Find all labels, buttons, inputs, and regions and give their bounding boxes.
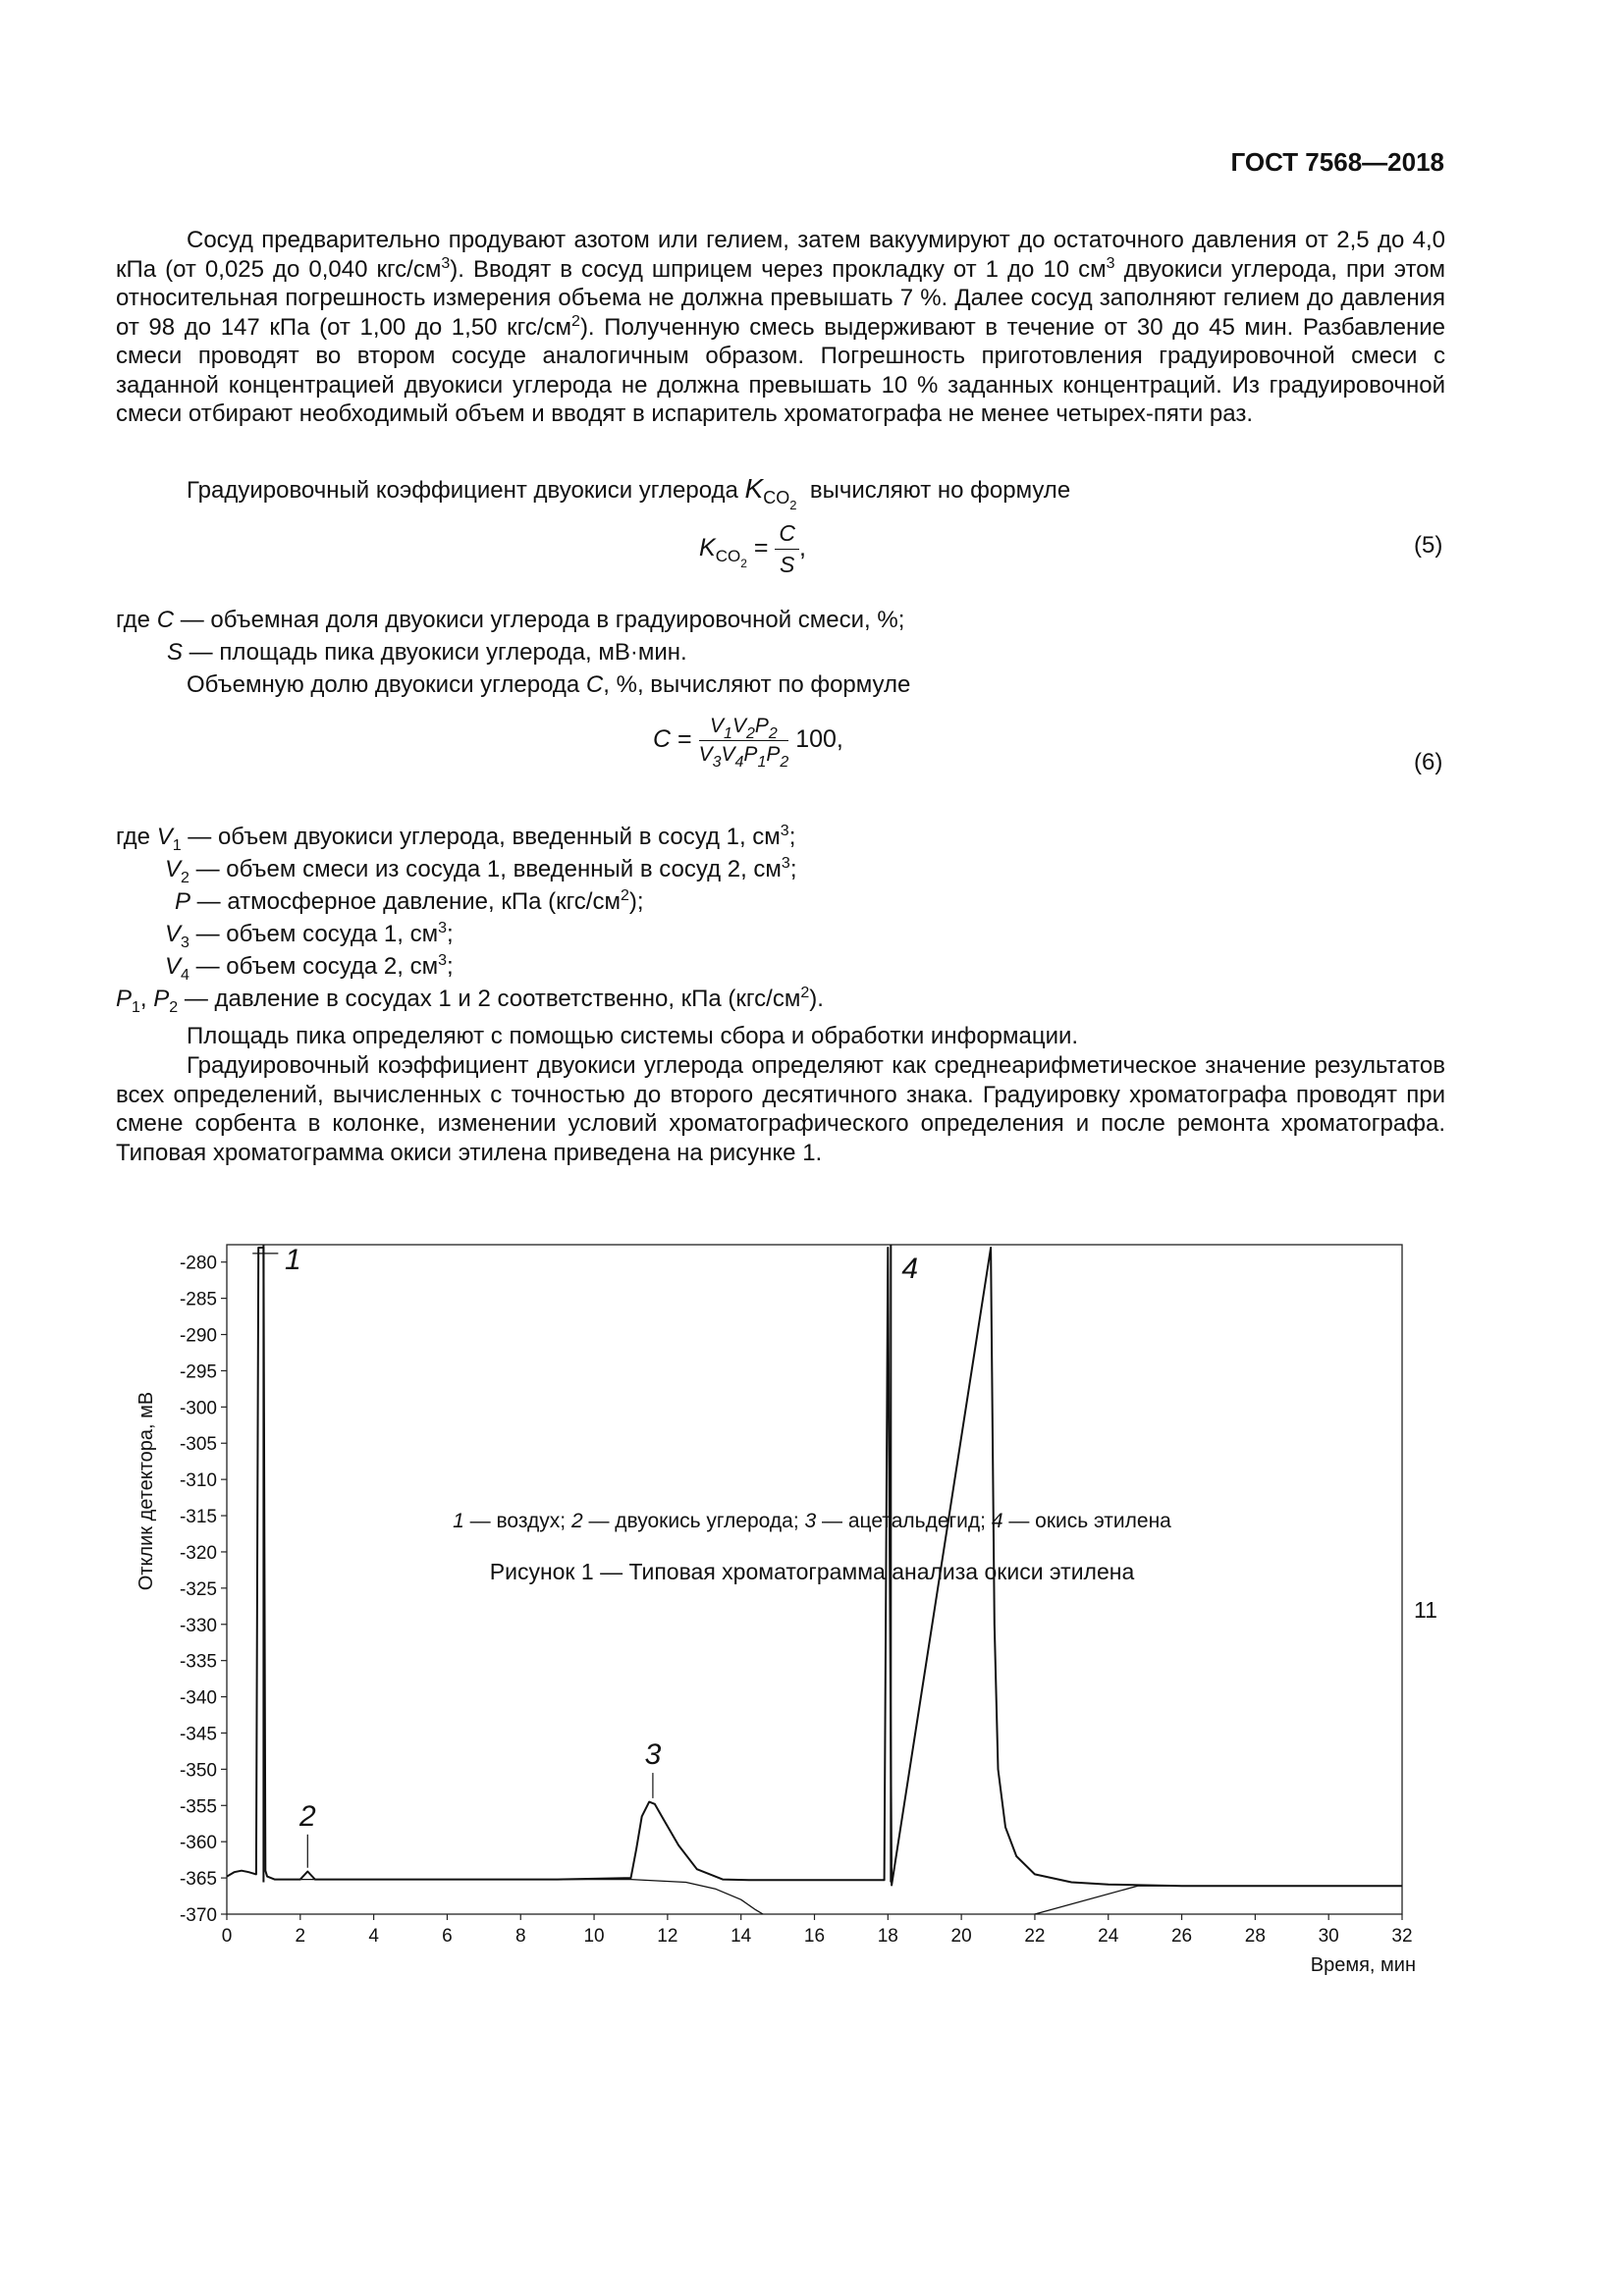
y-tick-label: -280 bbox=[179, 1253, 217, 1274]
paragraph-volume-fraction-intro: Объемную долю двуокиси углерода C, %, вычисляют по формуле bbox=[187, 671, 911, 698]
y-tick-label: -300 bbox=[179, 1398, 217, 1419]
x-tick-label: 2 bbox=[295, 1926, 306, 1947]
y-tick-label: -370 bbox=[179, 1905, 217, 1926]
y-tick-label: -295 bbox=[179, 1362, 217, 1383]
y-tick-label: -310 bbox=[179, 1470, 217, 1492]
peak-label-1: 1 bbox=[284, 1244, 301, 1277]
figure-caption: Рисунок 1 — Типовая хроматограмма анализа окиси этилена bbox=[489, 1559, 1135, 1584]
x-tick-label: 16 bbox=[803, 1926, 826, 1947]
y-tick-label: -305 bbox=[179, 1434, 217, 1456]
x-tick-label: 32 bbox=[1391, 1926, 1413, 1947]
y-tick-label: -335 bbox=[179, 1651, 217, 1673]
y-tick-label: -345 bbox=[179, 1724, 217, 1745]
formula-5: $K_{CO_2}$ = $\frac{C}{S}$ , bbox=[699, 520, 806, 577]
y-tick-label: -320 bbox=[179, 1542, 217, 1564]
document-header: ГОСТ 7568—2018 bbox=[1230, 147, 1444, 177]
y-tick-label: -330 bbox=[179, 1615, 217, 1636]
x-tick-label: 26 bbox=[1170, 1926, 1193, 1947]
x-tick-label: 22 bbox=[1024, 1926, 1046, 1947]
where-v4: $V_4$ — объем сосуда 2, $см^3$; bbox=[165, 952, 454, 984]
x-tick-label: 6 bbox=[442, 1926, 453, 1947]
paragraph-peak-area: Площадь пика определяют с помощью системы сбора и обработки информации. bbox=[187, 1023, 1079, 1049]
y-tick-label: -290 bbox=[179, 1325, 217, 1347]
x-tick-label: 20 bbox=[950, 1926, 972, 1947]
y-tick-label: -350 bbox=[179, 1760, 217, 1782]
paragraph-coefficient-intro: Градуировочный коэффициент двуокиси углерода $K_{CO_2}$ вычисляют но формуле bbox=[187, 473, 1071, 512]
x-axis-label: Время, мин bbox=[1310, 1954, 1416, 1976]
peak-label-3: 3 bbox=[644, 1738, 662, 1772]
x-tick-label: 10 bbox=[583, 1926, 605, 1947]
paragraph-preparation: Сосуд предварительно продувают азотом или гелием, затем вакуумируют до остаточного давления от 2,5 до 4,0 кПа (от 0,025 до 0,040 кгс/$см^3$). Вводят в сосуд шприцем через прокладку от 1 до 10 $см^3$ двуокиси углерода, при этом относительная погрешность измерения объема не должна превышать 7 %. Далее сосуд заполняют гелием до давления от 98 до 147 кПа (от 1,00 до 1,50 кгс/$см^2$). Полученную смесь выдерживают в течение от 30 до 45 мин. Разбавление смеси проводят во втором сосуде аналогичным образом. Погрешность приготовления градуировочной смеси с заданной концентрацией двуокиси углерода не должна превышать 10 % заданных концентраций. Из градуировочной смеси отбирают необходимый объем и вводят в испаритель хроматографа не менее четырех-пяти раз. bbox=[116, 227, 1446, 427]
y-tick-label: -365 bbox=[179, 1869, 217, 1891]
x-tick-label: 14 bbox=[731, 1926, 752, 1947]
fraction-c-over-s: $\frac{C}{S}$ bbox=[775, 520, 799, 578]
fraction-volumes-pressures: $\frac{V_1V_2P_2}{V_3V_4P_1P_2}$ bbox=[698, 715, 789, 771]
equation-number-6: (6) bbox=[1414, 749, 1443, 775]
baseline-trace bbox=[275, 1880, 763, 1914]
x-tick-label: 30 bbox=[1318, 1926, 1339, 1947]
x-tick-label: 18 bbox=[877, 1926, 898, 1947]
x-tick-label: 4 bbox=[368, 1926, 379, 1947]
y-axis-label: Отклик детектора, мВ bbox=[135, 1391, 157, 1591]
x-tick-label: 8 bbox=[514, 1926, 526, 1947]
y-tick-label: -325 bbox=[179, 1578, 217, 1600]
page-number: 11 bbox=[1414, 1597, 1437, 1623]
y-tick-label: -285 bbox=[179, 1289, 217, 1310]
where-p1-p2: $P_1$, $P_2$ — давление в сосудах 1 и 2 соответственно, кПа $(кгс/см^2)$. bbox=[116, 985, 824, 1016]
where-v3: $V_3$ — объем сосуда 1, $см^3$; bbox=[165, 920, 454, 951]
where-s: S — площадь пика двуокиси углерода, мВ·мин. bbox=[167, 639, 687, 666]
x-tick-label: 28 bbox=[1244, 1926, 1266, 1947]
y-tick-label: -340 bbox=[179, 1687, 217, 1709]
x-tick-label: 0 bbox=[221, 1926, 233, 1947]
peak-label-4: 4 bbox=[901, 1252, 919, 1285]
equation-number-5: (5) bbox=[1414, 532, 1443, 559]
formula-6: C = $\frac{V_1V_2P_2}{V_3V_4P_1P_2}$ 100, bbox=[653, 715, 843, 771]
figure-key: 1 — воздух; 2 — двуокись углерода; 3 — ацетальдегид; 4 — окись этилена bbox=[453, 1510, 1171, 1532]
x-tick-label: 24 bbox=[1098, 1926, 1119, 1947]
y-tick-label: -355 bbox=[179, 1796, 217, 1818]
x-tick-label: 12 bbox=[657, 1926, 678, 1947]
where-v1: где $V_1$ — объем двуокиси углерода, введенный в сосуд 1, $см^3$; bbox=[116, 823, 796, 854]
y-tick-label: -315 bbox=[179, 1507, 217, 1528]
baseline-trace bbox=[1035, 1886, 1402, 1914]
where-v2: $V_2$ — объем смеси из сосуда 1, введенный в сосуд 2, $см^3$; bbox=[165, 855, 797, 886]
peak-label-2: 2 bbox=[298, 1799, 316, 1833]
paragraph-calibration: Градуировочный коэффициент двуокиси углерода определяют как среднеарифметическое значение результатов всех определений, вычисленных с точностью до второго десятичного знака. Градуировку хроматографа проводят при смене сорбента в колонке, изменении условий хроматографического определения и после ремонта хроматографа. Типовая хроматограмма окиси этилена приведена на рисунке 1. bbox=[116, 1052, 1445, 1166]
where-p: P — атмосферное давление, кПа $(кгс/см^2)$; bbox=[175, 887, 644, 915]
y-tick-label: -360 bbox=[179, 1833, 217, 1854]
where-c: где C — объемная доля двуокиси углерода в градуировочной смеси, %; bbox=[116, 607, 905, 633]
